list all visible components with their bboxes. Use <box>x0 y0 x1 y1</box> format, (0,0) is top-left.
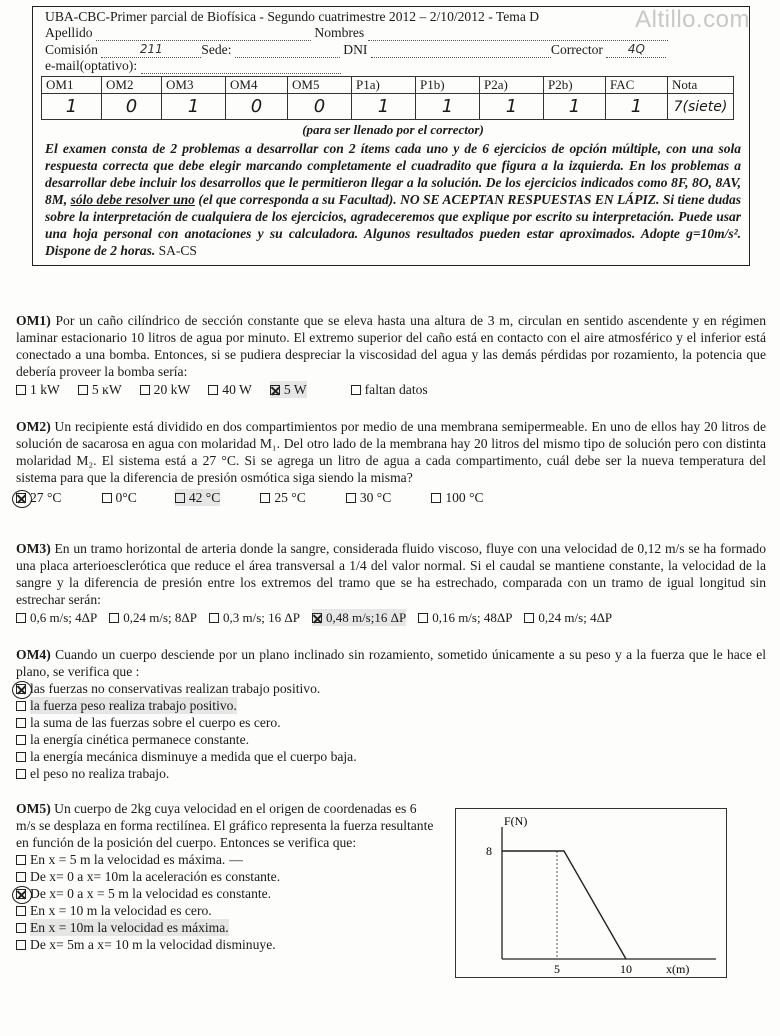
question-label: OM5) <box>16 801 51 816</box>
option[interactable] <box>16 936 436 953</box>
checkbox-checked[interactable] <box>312 613 322 623</box>
option[interactable] <box>16 902 436 919</box>
grade-value: 1 <box>416 94 480 120</box>
question-text: Cuando un cuerpo desciende por un plano inclinado sin rozamiento, sometido únicamente a su peso y a la fuerza que le hace el plano, se verifica que : <box>16 647 766 679</box>
option-label: 0,6 m/s; 4ΔP <box>30 610 98 625</box>
x-tick-5: 5 <box>554 962 560 976</box>
question-om4 <box>16 646 766 782</box>
force-position-graph <box>455 808 727 978</box>
sede-label: Sede: <box>201 42 232 57</box>
option[interactable] <box>16 868 436 885</box>
options-row <box>16 609 766 626</box>
option-label: faltan datos <box>364 382 428 397</box>
grades-value-row <box>42 94 734 120</box>
checkbox[interactable] <box>16 385 26 395</box>
grade-header: P1b) <box>416 77 480 94</box>
question-label: OM4) <box>16 647 51 662</box>
grade-value: 1 <box>606 94 668 120</box>
grade-value: 1 <box>162 94 226 120</box>
option-selected[interactable] <box>16 885 436 902</box>
checkbox[interactable] <box>109 613 119 623</box>
circle-mark <box>12 886 32 904</box>
option-label: la energía cinética permanece constante. <box>30 732 250 747</box>
grade-header: OM1 <box>42 77 102 94</box>
instructions-underlined: sólo debe resolver uno <box>70 192 195 207</box>
question-om5 <box>16 800 436 953</box>
comision-line <box>45 41 741 58</box>
option[interactable] <box>175 489 221 506</box>
question-text: Un cuerpo de 2kg cuya velocidad en el origen de coordenadas es 6 m/s se desplaza en forma rectilínea. El gráfico representa la fuerza resultante en función de la posición del cuerpo. Entonces se verifica que: <box>16 801 434 850</box>
checkbox[interactable] <box>16 940 26 950</box>
option[interactable] <box>16 697 766 714</box>
grades-header-row <box>42 77 734 94</box>
email-label: e-mail(optativo): <box>45 58 138 73</box>
grade-value: 1 <box>42 94 102 120</box>
grade-header: OM2 <box>102 77 162 94</box>
grade-value: 1 <box>544 94 606 120</box>
grades-table <box>41 76 734 120</box>
grade-value: 0 <box>288 94 352 120</box>
option[interactable] <box>16 748 766 765</box>
option-label: 25 °C <box>274 490 306 505</box>
option[interactable] <box>16 609 97 626</box>
question-stem <box>16 540 766 608</box>
option[interactable] <box>78 381 122 398</box>
corrector-field[interactable]: 4Q <box>606 41 666 58</box>
options-column <box>16 680 766 782</box>
question-text: Por un caño cilíndrico de sección constante que se eleva hasta una altura de 3 m, circulan en sentido ascendente y en régimen laminar estacionario 10 litros de agua por minuto. El extremo superior del caño está en contacto con el aire atmosférico y el inferior está conectado a una bomba. Entonces, si se pudiera despreciar la viscosidad del agua y las demás pérdidas por rozamiento, la potencia que debería proveer la bomba sería: <box>16 313 766 379</box>
option-label: 40 W <box>222 382 252 397</box>
grade-value: 1 <box>480 94 544 120</box>
checkbox[interactable] <box>16 735 26 745</box>
instructions <box>45 140 741 259</box>
option-label: De x= 0 a x = 5 m la velocidad es constante. <box>30 886 272 901</box>
question-label: OM3) <box>16 541 51 556</box>
checkbox[interactable] <box>16 752 26 762</box>
name-line <box>45 25 741 41</box>
x-tick-10: 10 <box>620 962 632 976</box>
checkbox[interactable] <box>431 493 441 503</box>
option-label: 5 ĸW <box>91 382 122 397</box>
option-label: las fuerzas no conservativas realizan trabajo positivo. <box>30 681 321 696</box>
comision-label: Comisión <box>45 42 98 57</box>
checkbox[interactable] <box>16 855 26 865</box>
option[interactable] <box>208 381 252 398</box>
instructions-part2: (el que corresponda a su Facultad). NO SE ACEPTAN RESPUESTAS EN LÁPIZ. Si tiene dudas sobre la interpretación de cualquiera de los ejercicios, agradeceremos que explique por escrito su interpretación. Puede usar una hoja personal con anotaciones y su calculadora. Algunos resultados pueden estar aproximados. Adopte g=10m/s². Dispone de 2 horas. <box>45 192 741 258</box>
checkbox-checked[interactable] <box>16 889 26 899</box>
checkbox[interactable] <box>102 493 112 503</box>
grade-header: OM5 <box>288 77 352 94</box>
checkbox[interactable] <box>78 385 88 395</box>
y-axis-label: F(N) <box>504 814 528 828</box>
option[interactable] <box>260 489 306 506</box>
option-label: la suma de las fuerzas sobre el cuerpo es cero. <box>30 715 281 730</box>
question-label: OM1) <box>16 313 51 328</box>
checkbox[interactable] <box>16 718 26 728</box>
option[interactable] <box>431 489 483 506</box>
option-selected[interactable] <box>16 489 62 506</box>
option[interactable] <box>524 609 612 626</box>
option-label: 0,24 m/s; 4ΔP <box>538 610 613 625</box>
instructions-code: SA-CS <box>158 243 197 258</box>
dni-label: DNI <box>343 42 368 57</box>
option[interactable] <box>351 381 428 398</box>
option[interactable] <box>418 609 512 626</box>
grade-header: OM3 <box>162 77 226 94</box>
checkbox-checked[interactable] <box>16 684 26 694</box>
checkbox[interactable] <box>16 613 26 623</box>
option-label: el peso no realiza trabajo. <box>30 766 170 781</box>
checkbox[interactable] <box>16 701 26 711</box>
option-label: 30 °C <box>359 490 392 505</box>
question-stem <box>16 418 766 486</box>
checkbox[interactable] <box>346 493 356 503</box>
option-label: De x= 5m a x= 10 m la velocidad disminuye. <box>30 937 276 952</box>
checkbox[interactable] <box>140 385 150 395</box>
grade-header: Nota <box>668 77 734 94</box>
option[interactable] <box>16 714 766 731</box>
checkbox[interactable] <box>16 872 26 882</box>
checkbox-checked[interactable] <box>16 493 26 503</box>
checkbox[interactable] <box>260 493 270 503</box>
comision-field[interactable]: 211 <box>101 41 201 58</box>
option-label: En x = 10 m la velocidad es cero. <box>30 903 212 918</box>
question-stem <box>16 312 766 380</box>
option[interactable] <box>16 765 766 782</box>
option-label: En x = 5 m la velocidad es máxima. <box>30 852 226 867</box>
grade-header: P2b) <box>544 77 606 94</box>
question-text: En un tramo horizontal de arteria donde la sangre, considerada fluido viscoso, fluye con una velocidad de 0,12 m/s se ha formado una placa arterioesclerótica que reduce el área transversal a 1/4 del valor normal. Si el caudal se mantiene constante, la velocidad de la sangre y la diferencia de presión entre los extremos del tramo que se ha estrechado, comparada con un tramo de igual longitud sin estrechar serán: <box>16 541 766 607</box>
question-label: OM2) <box>16 419 51 434</box>
options-row <box>16 489 766 506</box>
question-stem <box>16 800 436 851</box>
option[interactable] <box>140 381 191 398</box>
option-label: 1 kW <box>30 382 60 397</box>
dni-field[interactable] <box>371 57 551 58</box>
option-label: 0,24 m/s; 8ΔP <box>123 610 197 625</box>
force-series-line <box>502 851 626 959</box>
question-om2 <box>16 418 766 506</box>
grade-header: P2a) <box>480 77 544 94</box>
grade-header: OM4 <box>226 77 288 94</box>
checkbox[interactable] <box>175 493 185 503</box>
checkbox[interactable] <box>418 613 428 623</box>
option[interactable] <box>109 609 197 626</box>
option-label: 0,3 m/s; 16 ΔP <box>222 610 300 625</box>
option-label: la energía mecánica disminuye a medida que el cuerpo baja. <box>30 749 357 764</box>
circle-mark <box>12 681 32 699</box>
grade-value: 0 <box>102 94 162 120</box>
option-label: De x= 0 a x= 10m la aceleración es constante. <box>30 869 281 884</box>
nombres-label: Nombres <box>314 25 365 40</box>
option-label: la fuerza peso realiza trabajo positivo. <box>30 698 237 713</box>
y-tick-8: 8 <box>486 844 492 858</box>
option[interactable]: En x = 5 m la velocidad es máxima. — <box>16 851 436 868</box>
option-label: 20 kW <box>153 382 191 397</box>
circle-mark <box>12 490 32 508</box>
corrector-note: (para ser llenado por el corrector) <box>302 122 484 137</box>
checkbox[interactable] <box>16 769 26 779</box>
option[interactable] <box>16 381 60 398</box>
option-label: 42 °C <box>188 490 221 505</box>
option-selected[interactable] <box>270 381 307 398</box>
option-label: 0°C <box>115 490 137 505</box>
option[interactable] <box>209 609 300 626</box>
option[interactable] <box>16 919 436 936</box>
option-label: 0,16 m/s; 48ΔP <box>432 610 513 625</box>
checkbox[interactable] <box>208 385 218 395</box>
option-label: 27 °C <box>30 490 62 505</box>
checkbox[interactable] <box>524 613 534 623</box>
option-label: En x = 10m la velocidad es máxima. <box>30 920 229 935</box>
option-label: 100 °C <box>445 490 484 505</box>
exam-title: UBA-CBC-Primer parcial de Biofísica - Segundo cuatrimestre 2012 – 2/10/2012 - Tema D <box>45 9 540 24</box>
option-selected[interactable] <box>16 680 766 697</box>
grade-value: 0 <box>226 94 288 120</box>
checkbox-checked[interactable] <box>270 385 280 395</box>
exam-header <box>32 6 750 266</box>
grade-header: FAC <box>606 77 668 94</box>
question-text: Un recipiente está dividido en dos compartimientos por medio de una membrana semipermeable. En uno de ellos hay 20 litros de solución de sacarosa en agua con molaridad M₁. Del otro lado de la membrana hay 20 litros del mismo tipo de solución pero con distinta molaridad M₂. El sistema está a 27 °C. Si se agrega un litro de agua a cada compartimento, cuál debe ser la nueva temperatura del sistema para que la diferencia de presión osmótica siga siendo la misma? <box>16 419 766 485</box>
checkbox[interactable] <box>16 906 26 916</box>
option-label: 0,48 m/s;16 ΔP <box>325 610 407 625</box>
apellido-label: Apellido <box>45 25 93 40</box>
options-row <box>16 381 766 398</box>
question-stem <box>16 646 766 680</box>
instructions-part1: El examen consta de 2 problemas a desarrollar con 2 ítems cada uno y de 6 ejercicios de opción múltiple, con una sola respuesta correcta que debe elegir marcando completamente el cuadradito que figura a la izquierda. En los problemas a desarrollar debe incluir los desarrollos que le permitieron llegar a la solución. De los ejercicios indicados como 8F, 8O, 8AV, 8M, <box>45 141 741 207</box>
option[interactable] <box>346 489 392 506</box>
corrector-label: Corrector <box>550 42 603 57</box>
checkbox[interactable] <box>351 385 361 395</box>
graph-svg <box>456 809 728 979</box>
options-column <box>16 851 436 953</box>
option[interactable] <box>102 489 137 506</box>
option-label: 5 W <box>283 382 307 397</box>
watermark: Altillo.com <box>635 6 750 33</box>
grade-value: 1 <box>352 94 416 120</box>
grade-header: P1a) <box>352 77 416 94</box>
question-om3 <box>16 540 766 626</box>
checkbox[interactable] <box>209 613 219 623</box>
option[interactable] <box>16 731 766 748</box>
email-field[interactable] <box>141 73 341 74</box>
email-line <box>45 58 741 74</box>
checkbox[interactable] <box>16 923 26 933</box>
x-axis-label: x(m) <box>666 962 690 976</box>
option-selected[interactable] <box>312 609 406 626</box>
question-om1 <box>16 312 766 398</box>
grade-value: 7(siete) <box>668 94 734 120</box>
